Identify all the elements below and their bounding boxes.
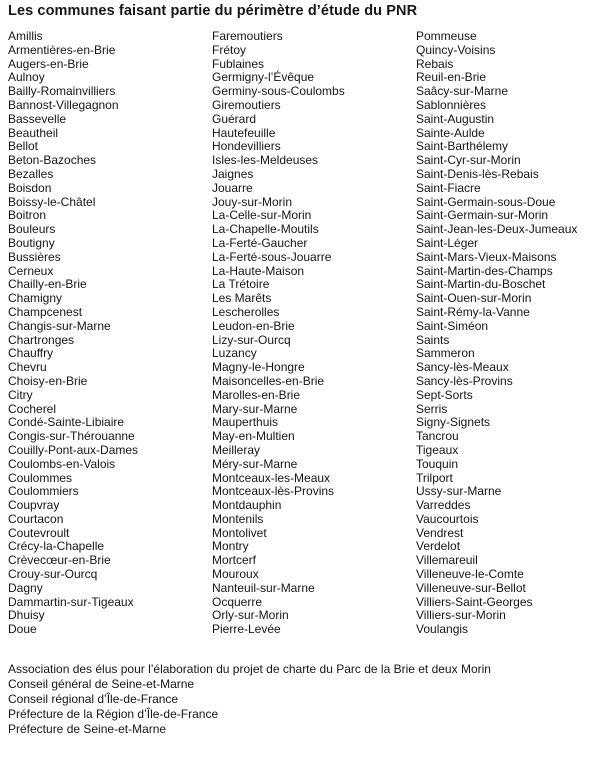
commune-name: Coutevroult <box>8 525 70 540</box>
commune-name: Crèvecœur-en-Brie <box>8 553 111 568</box>
commune-name: La-Haute-Maison <box>212 263 305 278</box>
commune-name: Augers-en-Brie <box>8 56 89 71</box>
commune-name: Serris <box>416 401 448 416</box>
commune-column-1 <box>8 30 138 637</box>
commune-name: Congis-sur-Thérouanne <box>8 429 135 444</box>
commune-name: Sainte-Aulde <box>416 125 485 140</box>
commune-name: Meilleray <box>212 442 261 457</box>
commune-name: Dagny <box>8 580 43 595</box>
commune-name: Saint-Barthélemy <box>416 139 509 154</box>
commune-name: Voulangis <box>416 622 469 637</box>
footer-organization: Préfecture de Seine-et-Marne <box>8 722 167 736</box>
commune-name: Montenils <box>212 511 264 526</box>
commune-name: Armentières-en-Brie <box>8 42 116 57</box>
commune-name: Saints <box>416 332 450 347</box>
commune-name: Trilport <box>416 470 453 485</box>
commune-name: Chamigny <box>8 291 63 306</box>
commune-name: Luzancy <box>212 346 257 361</box>
commune-name: Chevru <box>8 360 47 375</box>
commune-name: Guérard <box>212 111 257 126</box>
footer-organizations <box>8 662 491 737</box>
commune-name: Coulombs-en-Valois <box>8 456 116 471</box>
footer-organization: Conseil régional d’Île-de-France <box>8 692 179 706</box>
commune-name: Saint-Augustin <box>416 111 495 126</box>
commune-name: Lizy-sur-Ourcq <box>212 332 291 347</box>
commune-name: Montceaux-les-Meaux <box>212 470 331 485</box>
commune-name: Villeneuve-le-Comte <box>416 567 524 582</box>
commune-name: Mary-sur-Marne <box>212 401 298 416</box>
commune-name: Crécy-la-Chapelle <box>8 539 105 554</box>
commune-name: Chauffry <box>8 346 54 361</box>
commune-name: Boitron <box>8 208 47 223</box>
commune-name: Villemareuil <box>416 553 478 568</box>
commune-column-2 <box>212 30 345 637</box>
commune-name: Giremoutiers <box>212 97 281 112</box>
footer-organization: Préfecture de la Région d’Île-de-France <box>8 707 219 721</box>
commune-name: Doue <box>8 622 37 637</box>
commune-name: Quincy-Voisins <box>416 42 496 57</box>
commune-name: Boisdon <box>8 180 52 195</box>
commune-name: Lescherolles <box>212 304 280 319</box>
commune-name: Beautheil <box>8 125 59 140</box>
commune-name: Méry-sur-Marne <box>212 456 298 471</box>
commune-name: Saint-Jean-les-Deux-Jumeaux <box>416 222 578 237</box>
commune-name: Mauperthuis <box>212 415 279 430</box>
commune-name: Montceaux-lès-Provins <box>212 484 335 499</box>
commune-name: Saint-Cyr-sur-Morin <box>416 153 521 168</box>
commune-name: La-Chapelle-Moutils <box>212 222 319 237</box>
commune-name: Mortcerf <box>212 553 257 568</box>
commune-name: Frétoy <box>212 42 247 57</box>
commune-name: Leudon-en-Brie <box>212 318 295 333</box>
commune-name: Choisy-en-Brie <box>8 373 88 388</box>
commune-name: Bannost-Villegagnon <box>8 97 119 112</box>
commune-name: Sammeron <box>416 346 475 361</box>
commune-name: Nanteuil-sur-Marne <box>212 580 315 595</box>
commune-name: Tancrou <box>416 429 459 444</box>
commune-name: Courtacon <box>8 511 64 526</box>
commune-name: Germiny-sous-Coulombs <box>212 84 345 99</box>
commune-name: Villiers-Saint-Georges <box>416 594 533 609</box>
commune-name: Couilly-Pont-aux-Dames <box>8 442 139 457</box>
commune-name: Jouy-sur-Morin <box>212 194 293 209</box>
commune-name: Verdelot <box>416 539 461 554</box>
commune-name: Dhuisy <box>8 608 45 623</box>
commune-name: Citry <box>8 387 33 402</box>
commune-name: Saint-Martin-des-Champs <box>416 263 553 278</box>
commune-name: Dammartin-sur-Tigeaux <box>8 594 134 609</box>
commune-name: Coulommiers <box>8 484 79 499</box>
commune-name: Saint-Léger <box>416 235 479 250</box>
commune-name: Saint-Martin-du-Boschet <box>416 277 546 292</box>
commune-name: Bellot <box>8 139 39 154</box>
commune-name: Cocherel <box>8 401 57 416</box>
commune-name: Saint-Siméon <box>416 318 489 333</box>
commune-name: Aulnoy <box>8 70 45 85</box>
commune-name: Beton-Bazoches <box>8 153 97 168</box>
commune-name: La-Ferté-Gaucher <box>212 235 308 250</box>
commune-name: Chartronges <box>8 332 75 347</box>
commune-name: Saint-Germain-sous-Doue <box>416 194 556 209</box>
commune-name: Amillis <box>8 29 43 43</box>
commune-name: Bezalles <box>8 166 54 181</box>
commune-name: Signy-Signets <box>416 415 491 430</box>
commune-name: Pierre-Levée <box>212 622 281 637</box>
commune-name: Sablonnières <box>416 97 487 112</box>
commune-name: Saint-Germain-sur-Morin <box>416 208 549 223</box>
footer-organization: Conseil général de Seine-et-Marne <box>8 677 195 691</box>
commune-name: Pommeuse <box>416 29 477 43</box>
commune-name: Saint-Fiacre <box>416 180 481 195</box>
commune-name: Magny-le-Hongre <box>212 360 305 375</box>
commune-name: Saâcy-sur-Marne <box>416 84 509 99</box>
commune-name: Montolivet <box>212 525 267 540</box>
commune-name: Crouy-sur-Ourcq <box>8 567 98 582</box>
commune-name: Vendrest <box>416 525 464 540</box>
commune-name: La Trétoire <box>212 277 270 292</box>
commune-name: Sept-Sorts <box>416 387 473 402</box>
commune-name: Coupvray <box>8 498 60 513</box>
commune-column-3 <box>416 30 577 637</box>
commune-name: Vaucourtois <box>416 511 479 526</box>
commune-name: Faremoutiers <box>212 29 283 43</box>
commune-name: Montdauphin <box>212 498 282 513</box>
commune-name: Rebais <box>416 56 454 71</box>
page-title: Les communes faisant partie du périmètre d’étude du PNR <box>8 3 418 19</box>
commune-name: Bouleurs <box>8 222 56 237</box>
commune-name: Saint-Ouen-sur-Morin <box>416 291 532 306</box>
commune-name: Orly-sur-Morin <box>212 608 289 623</box>
commune-name: Ussy-sur-Marne <box>416 484 502 499</box>
commune-name: Boissy-le-Châtel <box>8 194 96 209</box>
commune-name: Jouarre <box>212 180 253 195</box>
commune-name: Condé-Sainte-Libiaire <box>8 415 125 430</box>
commune-name: Changis-sur-Marne <box>8 318 111 333</box>
commune-name: Isles-les-Meldeuses <box>212 153 319 168</box>
commune-name: Montry <box>212 539 249 554</box>
commune-name: Saint-Mars-Vieux-Maisons <box>416 249 557 264</box>
commune-name: La-Ferté-sous-Jouarre <box>212 249 332 264</box>
commune-name: Chailly-en-Brie <box>8 277 87 292</box>
commune-name: Saint-Rémy-la-Vanne <box>416 304 530 319</box>
commune-name: Champcenest <box>8 304 83 319</box>
commune-name: Boutigny <box>8 235 55 250</box>
commune-name: Ocquerre <box>212 594 263 609</box>
commune-name: Villiers-sur-Morin <box>416 608 506 623</box>
commune-name: Varreddes <box>416 498 471 513</box>
commune-name: Villeneuve-sur-Bellot <box>416 580 526 595</box>
commune-name: La-Celle-sur-Morin <box>212 208 312 223</box>
commune-name: Marolles-en-Brie <box>212 387 301 402</box>
commune-name: Bailly-Romainvilliers <box>8 84 116 99</box>
commune-name: Cerneux <box>8 263 54 278</box>
commune-name: Bussières <box>8 249 61 264</box>
commune-name: Fublaines <box>212 56 265 71</box>
commune-name: Touquin <box>416 456 459 471</box>
commune-name: Mouroux <box>212 567 259 582</box>
commune-name: Reuil-en-Brie <box>416 70 487 85</box>
commune-name: Sancy-lès-Provins <box>416 373 513 388</box>
commune-name: Hautefeuille <box>212 125 276 140</box>
commune-name: Sancy-lès-Meaux <box>416 360 509 375</box>
commune-name: Bassevelle <box>8 111 67 126</box>
footer-organization: Association des élus pour l’élaboration du projet de charte du Parc de la Brie et deux Morin <box>8 662 491 676</box>
commune-name: Tigeaux <box>416 442 459 457</box>
commune-name: Saint-Denis-lès-Rebais <box>416 166 539 181</box>
commune-name: Les Marêts <box>212 291 272 306</box>
commune-name: May-en-Multien <box>212 429 295 444</box>
commune-name: Germigny-l’Évêque <box>212 70 315 85</box>
commune-name: Hondevilliers <box>212 139 281 154</box>
commune-name: Coulommes <box>8 470 73 485</box>
commune-name: Maisoncelles-en-Brie <box>212 373 325 388</box>
commune-name: Jaignes <box>212 166 254 181</box>
